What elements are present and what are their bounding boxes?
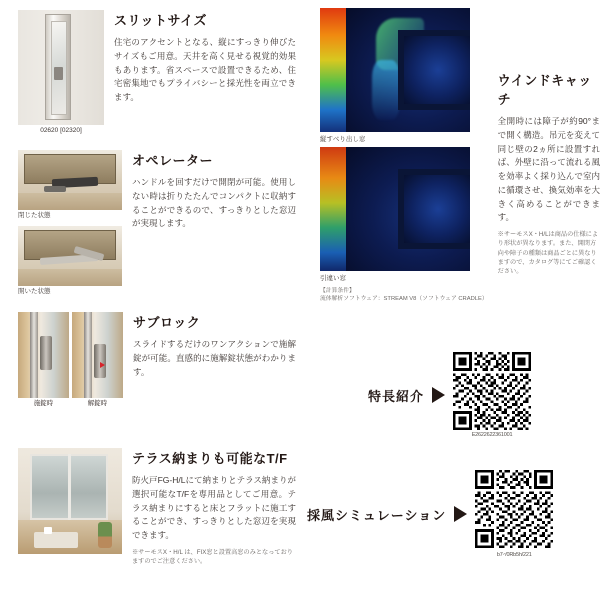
qr-caption-features: E2622622361001 — [471, 432, 513, 438]
thermal-caption-bottom: 引違い窓 — [320, 275, 346, 282]
feature-terrace — [18, 448, 296, 566]
sublock-unlocked-caption: 解錠時 — [87, 400, 108, 407]
qr-label-features: 特長紹介 — [368, 388, 425, 404]
windcatch-body: 全開時には障子が約90°まで開く構造。吊元を変えて同じ壁の2ヵ所に設置すれば、外壁に沿って流れる風を効率よく採り込んで室内に循環させ、換気効率を大きく高めることができます。 — [497, 116, 600, 223]
terrace-title: テラス納まりも可能なT/F — [132, 451, 288, 466]
slit-size-body: 住宅のアクセントとなる、縦にすっきり伸びたサイズもご用意。天井を高く見せる視覚的効果もあります。省スペースで設置できるため、住宅密集地でもプライバシーと採光性を両立できます。 — [114, 37, 296, 103]
qr-box-simulation[interactable] — [475, 470, 553, 558]
calc-condition-body: 流体解析ソフトウェア：STREAM V8（ソフトウェア CRADLE） — [320, 296, 488, 303]
feature-slit-size — [18, 10, 296, 135]
operator-open-caption: 開いた状態 — [18, 288, 51, 296]
slit-size-media — [18, 10, 104, 135]
sublock-text — [133, 312, 296, 407]
thermal-simulation-image-bottom — [320, 147, 470, 271]
right-column — [307, 0, 600, 600]
sublock-photos — [18, 312, 123, 398]
terrace-body: 防火戸FG-H/Lにて納まりとテラス納まりが選択可能なT/Fを専用品としてご用意。テラス納まりにすると床とフラットに施工することができ、すっきりとした窓辺を実現できます。 — [132, 475, 296, 541]
qr-code-icon[interactable] — [453, 352, 531, 430]
operator-media — [18, 150, 122, 297]
thermal-color-scale-top — [320, 8, 346, 132]
qr-link-features[interactable] — [368, 352, 531, 438]
operator-open-photo — [18, 226, 122, 286]
operator-handle-graphic — [44, 186, 66, 192]
operator-body: ハンドルを回すだけで開閉が可能。使用しない時は折りたたんでコンパクトに収納することができるので、すっきりとした窓辺が実現します。 — [132, 177, 296, 229]
slit-size-caption: 02620 [02320] — [40, 127, 82, 134]
sill-graphic — [18, 193, 122, 210]
slit-size-text — [114, 10, 296, 135]
operator-text — [132, 150, 296, 297]
slit-size-title: スリットサイズ — [114, 13, 207, 28]
windcatch-title: ウインドキャッチ — [497, 73, 592, 107]
windcatch-note: ※サーモスX・H/Lは商品の仕様により形状が異なります。また、開閉方向や障子の種類は商品ごとに異なりますので、カタログ等にてご確認ください。 — [497, 231, 599, 276]
terrace-room-photo — [18, 448, 122, 554]
thermal-color-scale-bottom — [320, 147, 346, 271]
airflow-graphic-top-2 — [372, 60, 400, 120]
sublock-unlocked-photo — [72, 312, 123, 398]
thermal-simulation-image-top — [320, 8, 470, 132]
sublock-lever-graphic — [40, 336, 52, 370]
play-triangle-icon — [432, 387, 445, 403]
feature-sublock — [18, 312, 296, 407]
cup-graphic — [44, 527, 52, 534]
sublock-body: スライドするだけのワンアクションで施解錠が可能。直感的に施解錠状態がわかります。 — [133, 339, 296, 377]
qr-caption-simulation: b7ｰ/0Rb5h/221 — [496, 552, 532, 558]
qr-link-simulation[interactable] — [307, 470, 553, 558]
terrace-text — [132, 448, 296, 566]
calc-condition-title: 【計算条件】 — [320, 288, 355, 294]
operator-closed-photo — [18, 150, 122, 210]
operator-closed-caption: 閉じた状態 — [18, 212, 51, 219]
sublock-locked-caption: 施錠時 — [33, 400, 54, 407]
terrace-note: ※サーモスX・H/L は、FIX窓と設置高窓のみとなっておりますのでご注意ください。 — [132, 548, 293, 566]
qr-label-simulation: 採風シミュレーション — [307, 507, 447, 523]
play-triangle-icon-2 — [454, 506, 467, 522]
sash-rail-graphic — [30, 312, 38, 398]
arrow-icon — [100, 362, 105, 368]
feature-windcatch — [320, 8, 600, 304]
feature-operator — [18, 150, 296, 297]
door-mullion-graphic — [68, 454, 71, 520]
room-outline-top — [398, 30, 470, 110]
plant-graphic — [98, 522, 112, 548]
sash-rail-graphic-2 — [84, 312, 92, 398]
sublock-media — [18, 312, 123, 407]
slit-window-photo — [18, 10, 104, 125]
terrace-media — [18, 448, 122, 566]
operator-title: オペレーター — [132, 153, 214, 168]
window-handle-graphic — [54, 67, 63, 80]
room-outline-bottom — [398, 169, 470, 249]
thermal-field-top — [346, 8, 470, 132]
windcatch-text — [498, 8, 600, 304]
thermal-field-bottom — [346, 147, 470, 271]
sill-graphic-open — [18, 269, 122, 286]
windcatch-media — [320, 8, 488, 304]
sublock-title: サブロック — [133, 315, 201, 330]
table-graphic — [34, 532, 78, 548]
thermal-caption-top: 縦すべり出し窓 — [320, 136, 366, 143]
sublock-lever-open-graphic — [94, 344, 106, 378]
sublock-captions — [18, 398, 123, 407]
window-frame-graphic — [45, 14, 71, 120]
sublock-locked-photo — [18, 312, 69, 398]
qr-box-features[interactable] — [453, 352, 531, 438]
qr-code-icon-2[interactable] — [475, 470, 553, 548]
